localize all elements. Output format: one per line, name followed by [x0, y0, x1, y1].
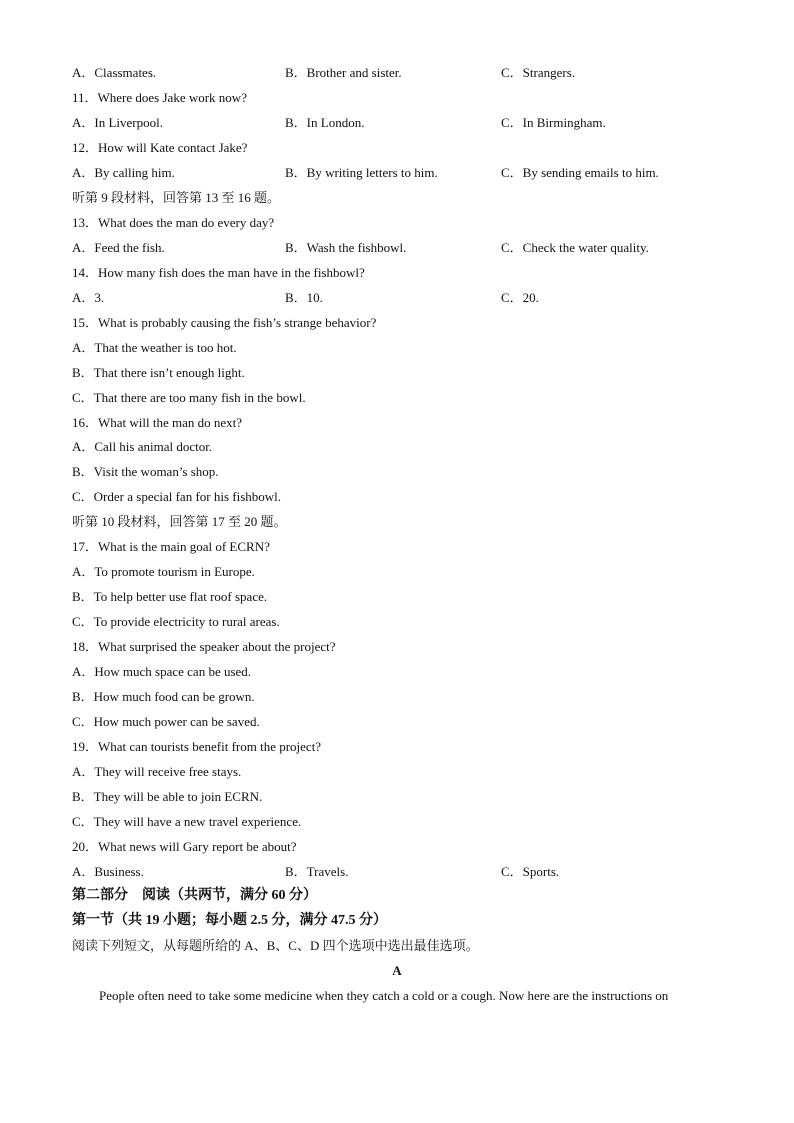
q18-option-a: A．How much space can be used.	[72, 664, 252, 679]
q11-option-b: B．In London.	[285, 115, 365, 130]
q18-option-c: C．How much power can be saved.	[72, 714, 260, 729]
q16-option-b: B．Visit the woman’s shop.	[72, 464, 219, 479]
q13-option-b: B．Wash the fishbowl.	[285, 240, 407, 255]
q14-option-c: C．20.	[501, 290, 539, 305]
q20-option-b: B．Travels.	[285, 864, 349, 879]
q15-option-b: B．That there isn’t enough light.	[72, 365, 245, 380]
q16-option-c: C．Order a special fan for his fishbowl.	[72, 489, 282, 504]
q19-option-b: B．They will be able to join ECRN.	[72, 789, 263, 804]
q10-option-a: A．Classmates.	[72, 65, 157, 80]
q18-question: 18．What surprised the speaker about the project?	[72, 639, 336, 654]
q10-option-b: B．Brother and sister.	[285, 65, 402, 80]
q20-option-c: C．Sports.	[501, 864, 560, 879]
q10-option-c: C．Strangers.	[501, 65, 576, 80]
q13-question: 13．What does the man do every day?	[72, 215, 275, 230]
q14-option-b: B．10.	[285, 290, 323, 305]
passage-label: A	[392, 963, 402, 978]
section-1-heading: 第一节（共 19 小题；每小题 2.5 分，满分 47.5 分）	[72, 913, 387, 928]
q15-option-c: C．That there are too many fish in the bowl.	[72, 390, 306, 405]
q13-option-a: A．Feed the fish.	[72, 240, 165, 255]
q17-option-a: A．To promote tourism in Europe.	[72, 564, 255, 579]
q12-option-b: B．By writing letters to him.	[285, 165, 438, 180]
q16-question: 16．What will the man do next?	[72, 415, 243, 430]
q17-option-b: B．To help better use flat roof space.	[72, 589, 268, 604]
q14-question: 14．How many fish does the man have in the fishbowl?	[72, 265, 365, 280]
q13-option-c: C．Check the water quality.	[501, 240, 649, 255]
q12-option-c: C．By sending emails to him.	[501, 165, 659, 180]
passage-first-line: People often need to take some medicine when they catch a cold or a cough. Now here are the instructions on	[99, 988, 669, 1003]
section-10-instruction: 听第 10 段材料，回答第 17 至 20 题。	[72, 514, 287, 529]
q20-question: 20．What news will Gary report be about?	[72, 839, 297, 854]
q17-question: 17．What is the main goal of ECRN?	[72, 539, 270, 554]
q20-option-a: A．Business.	[72, 864, 144, 879]
q19-option-c: C．They will have a new travel experience.	[72, 814, 302, 829]
q12-question: 12．How will Kate contact Jake?	[72, 140, 248, 155]
q11-option-a: A．In Liverpool.	[72, 115, 163, 130]
section-9-instruction: 听第 9 段材料，回答第 13 至 16 题。	[72, 190, 281, 205]
part-2-heading: 第二部分 阅读（共两节，满分 60 分）	[72, 888, 317, 903]
q11-option-c: C．In Birmingham.	[501, 115, 606, 130]
q11-question: 11．Where does Jake work now?	[72, 90, 247, 105]
q19-question: 19．What can tourists benefit from the project?	[72, 739, 322, 754]
q19-option-a: A．They will receive free stays.	[72, 764, 242, 779]
reading-instruction: 阅读下列短文，从每题所给的 A、B、C、D 四个选项中选出最佳选项。	[72, 938, 479, 953]
q15-option-a: A．That the weather is too hot.	[72, 340, 237, 355]
q15-question: 15．What is probably causing the fish’s strange behavior?	[72, 315, 377, 330]
q16-option-a: A．Call his animal doctor.	[72, 439, 213, 454]
q17-option-c: C．To provide electricity to rural areas.	[72, 614, 280, 629]
q14-option-a: A．3.	[72, 290, 105, 305]
q12-option-a: A．By calling him.	[72, 165, 175, 180]
q18-option-b: B．How much food can be grown.	[72, 689, 255, 704]
